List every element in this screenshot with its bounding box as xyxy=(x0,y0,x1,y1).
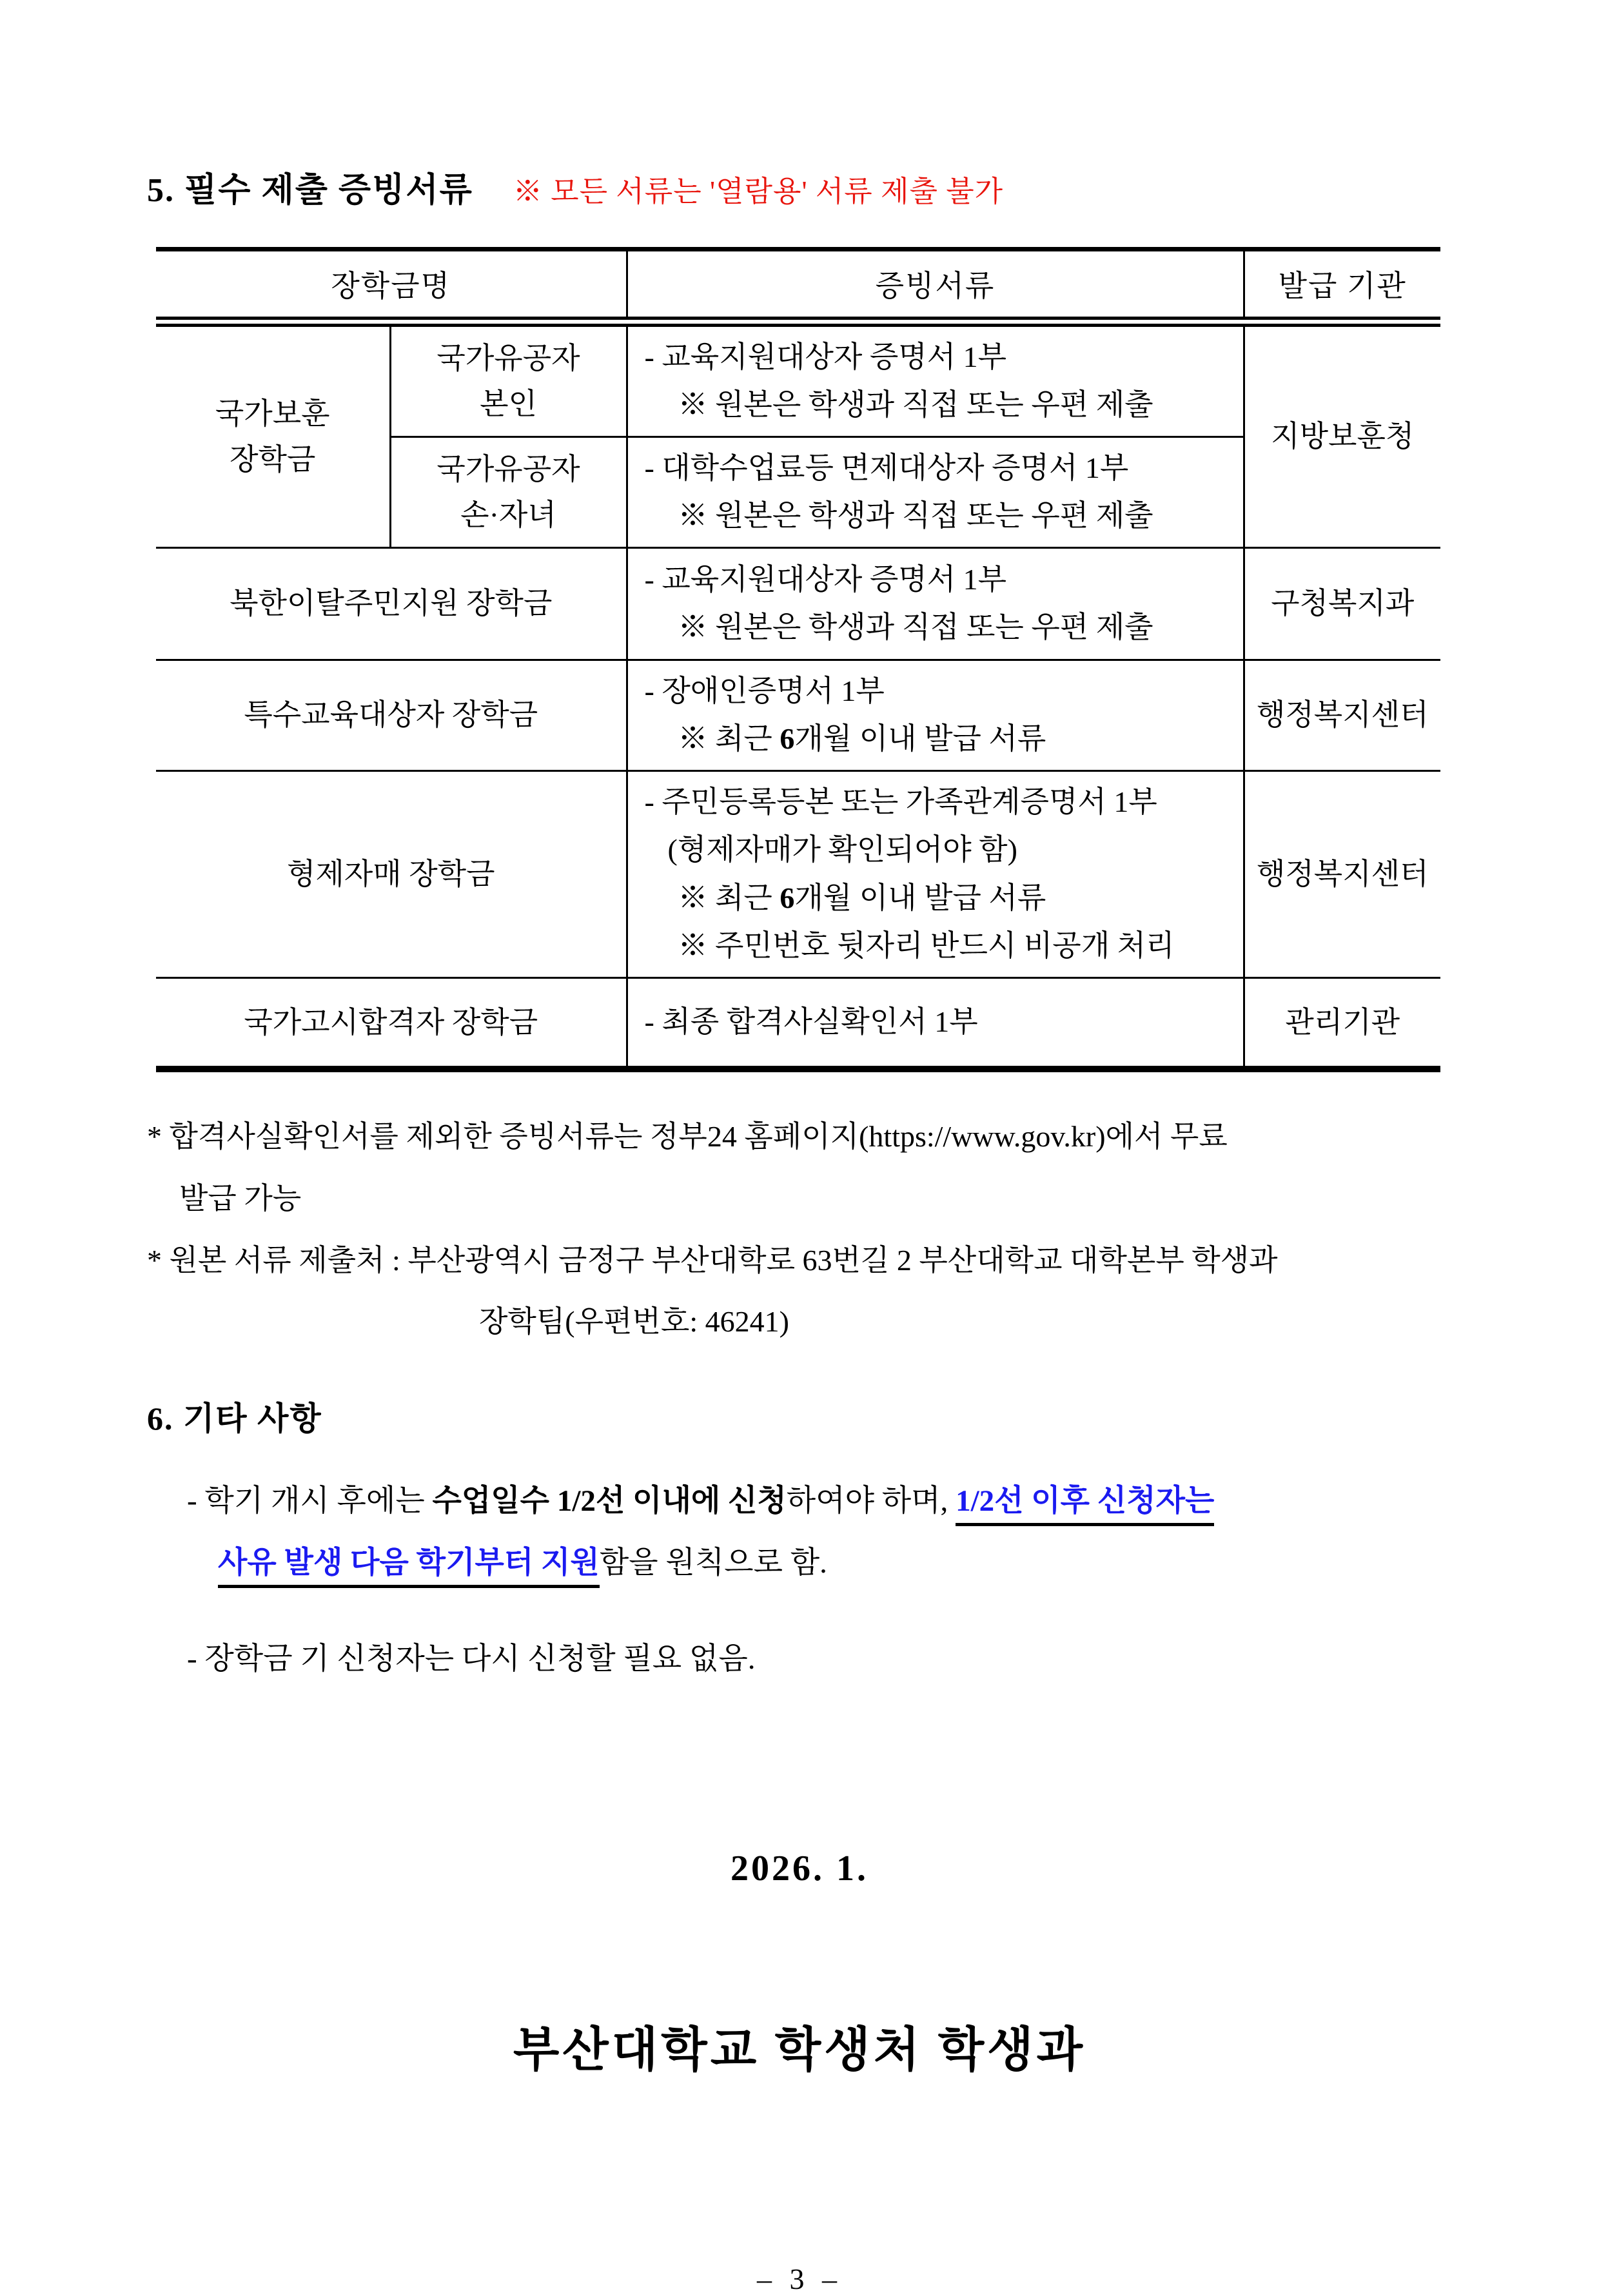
veterans-self-type-line2: 본인 xyxy=(480,388,537,421)
issuing-organization: 부산대학교 학생처 학생과 xyxy=(513,2023,1086,2077)
page-number: – 3 – xyxy=(757,2262,842,2295)
special-edu-note-pre: ※ 최근 xyxy=(678,722,780,756)
veterans-self-type-line1: 국가유공자 xyxy=(437,341,580,375)
table-row-state-exam xyxy=(156,977,1440,1069)
bullet1-blue-segment2: 사유 발생 다음 학기부터 지원 xyxy=(218,1546,600,1588)
state-exam-doc: - 최종 합격사실확인서 1부 xyxy=(644,1005,978,1039)
siblings-note2: ※ 주민번호 뒷자리 반드시 비공개 처리 xyxy=(678,929,1175,963)
footnote1-line1: * 합격사실확인서를 제외한 증빙서류는 정부24 홈페이지(https://www.gov.kr)에서 무료 xyxy=(147,1120,1228,1153)
cell-state-exam-name: 국가고시합격자 장학금 xyxy=(156,977,627,1069)
siblings-note1 xyxy=(645,874,1234,923)
section5-red-note: ※ 모든 서류는 '열람용' 서류 제출 불가 xyxy=(513,175,1004,208)
required-documents-table xyxy=(156,247,1440,1072)
bullet1-seg2: 하여야 하며, xyxy=(786,1484,956,1518)
cell-special-edu-name: 특수교육대상자 장학금 xyxy=(156,660,627,770)
siblings-note1-bold: 6 xyxy=(780,881,795,914)
veterans-name-line2: 장학금 xyxy=(230,443,316,476)
defector-doc: - 교육지원대상자 증명서 1부 xyxy=(644,562,1007,596)
cell-defector-docs xyxy=(627,547,1244,660)
header-issuer: 발급 기관 xyxy=(1244,250,1440,322)
cell-veterans-self-docs xyxy=(627,322,1244,437)
siblings-doc: - 주민등록등본 또는 가족관계증명서 1부 xyxy=(644,785,1157,818)
bullet1-line1 xyxy=(187,1470,1452,1532)
cell-siblings-issuer: 행정복지센터 xyxy=(1244,770,1440,977)
veterans-self-note: ※ 원본은 학생과 직접 또는 우편 제출 xyxy=(678,388,1153,422)
cell-veterans-desc-docs xyxy=(627,437,1244,547)
veterans-desc-doc: - 대학수업료등 면제대상자 증명서 1부 xyxy=(644,451,1129,484)
section6-bullets xyxy=(187,1470,1452,1690)
cell-defector-name: 북한이탈주민지원 장학금 xyxy=(156,547,627,660)
defector-note: ※ 원본은 학생과 직접 또는 우편 제출 xyxy=(678,611,1153,644)
veterans-name-line1: 국가보훈 xyxy=(215,397,330,430)
cell-state-exam-docs xyxy=(627,977,1244,1069)
special-edu-note xyxy=(645,715,1234,763)
footnote1-line2: 발급 가능 xyxy=(179,1181,302,1215)
special-edu-note-post: 개월 이내 발급 서류 xyxy=(794,722,1046,756)
cell-veterans-desc-type xyxy=(390,437,627,547)
table-row-special-edu xyxy=(156,660,1440,770)
siblings-note1-post: 개월 이내 발급 서류 xyxy=(794,881,1046,914)
bullet1-blue-segment1: 1/2선 이후 신청자는 xyxy=(956,1484,1214,1526)
veterans-self-doc: - 교육지원대상자 증명서 1부 xyxy=(644,340,1007,373)
veterans-desc-type-line2: 손·자녀 xyxy=(460,498,556,532)
special-edu-doc: - 장애인증명서 1부 xyxy=(644,674,885,707)
document-date: 2026. 1. xyxy=(731,1848,868,1889)
siblings-doc-paren: (형제자매가 확인되어야 함) xyxy=(667,833,1017,867)
cell-veterans-issuer: 지방보훈청 xyxy=(1244,322,1440,548)
special-edu-note-bold: 6 xyxy=(780,722,795,756)
veterans-desc-type-line1: 국가유공자 xyxy=(437,452,580,486)
cell-state-exam-issuer: 관리기관 xyxy=(1244,977,1440,1069)
cell-special-edu-issuer: 행정복지센터 xyxy=(1244,660,1440,770)
section6 xyxy=(147,1393,1452,1690)
section5-heading xyxy=(147,162,1452,211)
cell-veterans-self-type xyxy=(390,322,627,437)
footnote2-line2: 장학팀(우편번호: 46241) xyxy=(479,1305,789,1339)
cell-siblings-name: 형제자매 장학금 xyxy=(156,770,627,977)
table-footnotes xyxy=(147,1106,1452,1353)
footnote2-line1: * 원본 서류 제출처 : 부산광역시 금정구 부산대학로 63번길 2 부산대학교 대학본부 학생과 xyxy=(147,1243,1278,1277)
table-row-defector xyxy=(156,547,1440,660)
veterans-desc-note: ※ 원본은 학생과 직접 또는 우편 제출 xyxy=(678,499,1153,533)
table-row-veterans-self xyxy=(156,322,1440,437)
section6-title: 6. 기타 사항 xyxy=(147,1400,322,1437)
bullet1-seg3: 함을 원칙으로 함. xyxy=(599,1546,827,1580)
bullet2: - 장학금 기 신청자는 다시 신청할 필요 없음. xyxy=(187,1642,756,1676)
cell-special-edu-docs xyxy=(627,660,1244,770)
bullet1-bold-segment: 수업일수 1/2선 이내에 신청 xyxy=(432,1484,787,1518)
header-documents: 증빙서류 xyxy=(627,250,1244,322)
section5-title: 5. 필수 제출 증빙서류 xyxy=(147,172,473,209)
table-header-row xyxy=(156,250,1440,322)
siblings-note1-pre: ※ 최근 xyxy=(678,881,780,914)
cell-siblings-docs xyxy=(627,770,1244,977)
bullet1-line2 xyxy=(187,1532,1452,1594)
table-row-siblings xyxy=(156,770,1440,977)
cell-veterans-name xyxy=(156,322,390,548)
cell-defector-issuer: 구청복지과 xyxy=(1244,547,1440,660)
header-scholarship-name: 장학금명 xyxy=(156,250,627,322)
bullet1-seg1: - 학기 개시 후에는 xyxy=(187,1484,433,1518)
